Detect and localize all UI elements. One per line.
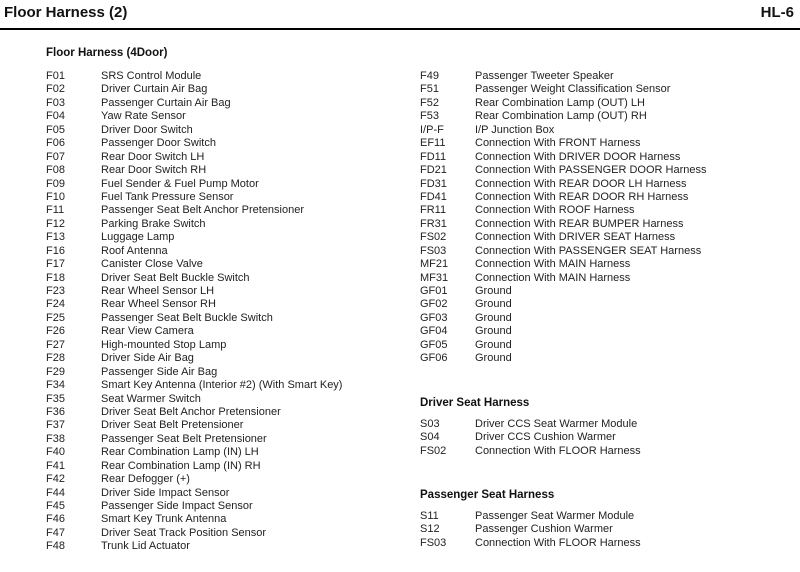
connector-description: Passenger Seat Belt Pretensioner (101, 432, 267, 445)
connector-row (46, 124, 406, 137)
connector-code: F12 (46, 217, 65, 230)
floor-harness-title: Floor Harness (4Door) (46, 47, 168, 59)
connector-description: Passenger Seat Belt Buckle Switch (101, 311, 273, 324)
connector-row (46, 178, 406, 191)
connector-code: FS02 (420, 231, 447, 244)
page-header (0, 0, 800, 30)
connector-description: Canister Close Valve (101, 258, 203, 271)
connector-description: Passenger Side Air Bag (101, 365, 218, 378)
connector-code: F09 (46, 177, 65, 190)
connector-description: Connection With FRONT Harness (475, 137, 641, 150)
connector-description: Fuel Tank Pressure Sensor (101, 190, 234, 203)
connector-description: Rear View Camera (101, 325, 194, 338)
connector-row (46, 191, 406, 204)
passenger-seat-harness-title: Passenger Seat Harness (420, 488, 555, 501)
connector-row (420, 339, 780, 352)
connector-description: Ground (475, 352, 512, 365)
connector-description: Rear Combination Lamp (IN) LH (101, 446, 259, 459)
connector-code: MF21 (420, 258, 449, 271)
driver-seat-harness-title: Driver Seat Harness (420, 396, 530, 409)
connector-code: F45 (46, 500, 65, 512)
connector-row (46, 487, 406, 500)
connector-code: FD21 (420, 164, 447, 177)
connector-code: F16 (46, 244, 65, 257)
connector-row (420, 537, 780, 550)
connector-code: F49 (420, 70, 439, 82)
floor-harness-list-left (46, 70, 406, 554)
connector-row (46, 433, 406, 446)
connector-row (420, 325, 780, 338)
connector-code: FR31 (420, 217, 447, 230)
connector-code: GF05 (420, 338, 448, 351)
connector-code: FS03 (420, 244, 447, 257)
connector-code: F23 (46, 285, 65, 297)
floor-harness-list-right (420, 70, 780, 366)
connector-description: Driver Door Switch (101, 123, 193, 136)
connector-row (420, 245, 780, 258)
connector-description: Fuel Sender & Fuel Pump Motor (101, 177, 259, 190)
connector-row (46, 285, 406, 298)
connector-description: Passenger Weight Classification Sensor (475, 83, 671, 96)
connector-code: GF04 (420, 325, 448, 338)
connector-code: F34 (46, 379, 65, 392)
connector-row (46, 419, 406, 432)
connector-code: GF03 (420, 311, 448, 324)
connector-code: FR11 (420, 204, 447, 217)
connector-description: Parking Brake Switch (101, 217, 206, 230)
connector-row (420, 83, 780, 96)
connector-row (46, 446, 406, 459)
connector-description: Driver Seat Track Position Sensor (101, 526, 267, 539)
connector-code: F47 (46, 526, 65, 539)
connector-row (420, 137, 780, 150)
connector-description: Yaw Rate Sensor (101, 110, 186, 123)
connector-description: I/P Junction Box (475, 123, 555, 136)
connector-row (46, 218, 406, 231)
connector-row (46, 151, 406, 164)
connector-description: Passenger Tweeter Speaker (475, 70, 614, 82)
connector-description: Driver Seat Belt Pretensioner (101, 419, 244, 432)
connector-row (420, 298, 780, 311)
connector-description: Driver CCS Seat Warmer Module (475, 417, 638, 430)
connector-description: Ground (475, 338, 512, 351)
connector-row (420, 258, 780, 271)
connector-code: F05 (46, 123, 65, 136)
connector-code: F52 (420, 96, 439, 109)
connector-row (46, 500, 406, 513)
connector-row (420, 97, 780, 110)
connector-description: Passenger Seat Belt Anchor Pretensioner (101, 204, 305, 217)
connector-description: Passenger Door Switch (101, 137, 216, 150)
connector-description: Connection With MAIN Harness (475, 271, 631, 284)
connector-row (46, 379, 406, 392)
connector-description: Connection With REAR DOOR LH Harness (475, 177, 687, 190)
connector-code: F13 (46, 231, 65, 244)
connector-row (420, 272, 780, 285)
connector-row (46, 164, 406, 177)
connector-code: GF01 (420, 285, 448, 297)
connector-code: F35 (46, 392, 65, 405)
connector-code: F03 (46, 96, 65, 109)
connector-description: Connection With DRIVER SEAT Harness (475, 231, 676, 244)
connector-description: Rear Combination Lamp (OUT) LH (475, 96, 645, 109)
connector-description: Rear Combination Lamp (OUT) RH (475, 110, 647, 123)
connector-row (420, 231, 780, 244)
connector-code: FS03 (420, 536, 447, 549)
connector-code: EF11 (420, 137, 446, 150)
connector-code: F46 (46, 513, 65, 526)
connector-row (420, 312, 780, 325)
connector-row (420, 523, 780, 536)
connector-code: GF02 (420, 298, 448, 311)
connector-code: F48 (46, 540, 65, 553)
connector-row (46, 137, 406, 150)
connector-row (46, 70, 406, 83)
connector-description: Ground (475, 325, 512, 338)
connector-description: Driver Seat Belt Anchor Pretensioner (101, 405, 281, 418)
connector-row (46, 366, 406, 379)
connector-description: Connection With FLOOR Harness (475, 444, 641, 457)
connector-row (46, 298, 406, 311)
connector-description: Ground (475, 285, 512, 297)
connector-row (420, 445, 780, 458)
connector-row (46, 513, 406, 526)
connector-description: Passenger Cushion Warmer (475, 523, 613, 536)
connector-code: F26 (46, 325, 65, 338)
connector-code: FD31 (420, 177, 447, 190)
connector-row (420, 191, 780, 204)
connector-row (46, 325, 406, 338)
connector-description: Rear Door Switch LH (101, 150, 205, 163)
connector-description: SRS Control Module (101, 70, 202, 82)
connector-row (420, 70, 780, 83)
connector-description: Roof Antenna (101, 244, 168, 257)
connector-code: S12 (420, 523, 440, 536)
connector-row (420, 418, 780, 431)
connector-row (420, 204, 780, 217)
connector-code: F53 (420, 110, 439, 123)
connector-code: S04 (420, 431, 440, 444)
connector-description: Connection With MAIN Harness (475, 258, 631, 271)
connector-code: FD11 (420, 150, 447, 163)
connector-description: Rear Wheel Sensor RH (101, 298, 216, 311)
connector-row (420, 218, 780, 231)
connector-code: MF31 (420, 271, 449, 284)
connector-code: F11 (46, 204, 65, 217)
connector-description: Smart Key Trunk Antenna (101, 513, 227, 526)
connector-description: Connection With PASSENGER SEAT Harness (475, 244, 702, 257)
connector-code: F25 (46, 311, 65, 324)
connector-code: S03 (420, 417, 440, 430)
connector-description: Passenger Seat Warmer Module (475, 509, 635, 522)
page-code: HL-6 (760, 4, 794, 21)
connector-description: Luggage Lamp (101, 231, 175, 244)
connector-row (46, 258, 406, 271)
connector-row (46, 245, 406, 258)
connector-row (420, 124, 780, 137)
connector-row (46, 204, 406, 217)
connector-row (46, 540, 406, 553)
connector-description: Ground (475, 298, 512, 311)
connector-row (420, 110, 780, 123)
connector-description: Connection With ROOF Harness (475, 204, 635, 217)
connector-code: F44 (46, 486, 65, 499)
connector-description: Driver Side Air Bag (101, 352, 194, 365)
connector-code: F27 (46, 338, 65, 351)
passenger-seat-harness-list (420, 510, 780, 550)
connector-row (46, 406, 406, 419)
connector-description: Connection With REAR DOOR RH Harness (475, 190, 689, 203)
connector-row (420, 285, 780, 298)
connector-row (420, 151, 780, 164)
connector-description: Rear Door Switch RH (101, 164, 207, 177)
connector-row (46, 110, 406, 123)
connector-code: S11 (420, 509, 439, 522)
connector-description: Driver Seat Belt Buckle Switch (101, 271, 250, 284)
connector-description: Trunk Lid Actuator (101, 540, 190, 553)
connector-code: F37 (46, 419, 65, 432)
connector-code: F29 (46, 365, 65, 378)
connector-code: F40 (46, 446, 65, 459)
connector-row (46, 339, 406, 352)
connector-code: I/P-F (420, 123, 444, 136)
connector-code: F18 (46, 271, 65, 284)
connector-row (46, 352, 406, 365)
connector-description: Smart Key Antenna (Interior #2) (With Smart Key) (101, 379, 343, 392)
right-column (420, 70, 780, 550)
connector-description: Ground (475, 311, 512, 324)
connector-code: F06 (46, 137, 65, 150)
connector-code: F51 (420, 83, 439, 96)
connector-description: Connection With PASSENGER DOOR Harness (475, 164, 707, 177)
connector-code: FD41 (420, 190, 447, 203)
connector-code: F38 (46, 432, 65, 445)
connector-code: F08 (46, 164, 65, 177)
connector-row (46, 527, 406, 540)
connector-description: Driver CCS Cushion Warmer (475, 431, 616, 444)
connector-description: Driver Side Impact Sensor (101, 486, 230, 499)
connector-code: F01 (46, 70, 65, 82)
connector-description: Rear Wheel Sensor LH (101, 285, 215, 297)
connector-description: Rear Combination Lamp (IN) RH (101, 459, 261, 472)
page-title: Floor Harness (2) (4, 4, 128, 21)
connector-code: F17 (46, 258, 65, 271)
connector-row (46, 97, 406, 110)
connector-row (46, 312, 406, 325)
connector-description: Connection With REAR BUMPER Harness (475, 217, 684, 230)
connector-description: Connection With FLOOR Harness (475, 536, 641, 549)
connector-row (420, 164, 780, 177)
driver-seat-harness-list (420, 418, 780, 458)
connector-row (420, 431, 780, 444)
connector-description: High-mounted Stop Lamp (101, 338, 227, 351)
connector-description: Rear Defogger (+) (101, 473, 190, 486)
left-column (46, 44, 406, 554)
connector-description: Passenger Curtain Air Bag (101, 96, 231, 109)
connector-code: F07 (46, 150, 65, 163)
connector-code: F10 (46, 190, 65, 203)
connector-row (420, 510, 780, 523)
connector-row (46, 231, 406, 244)
connector-description: Passenger Side Impact Sensor (101, 500, 253, 512)
connector-row (420, 352, 780, 365)
connector-description: Connection With DRIVER DOOR Harness (475, 150, 681, 163)
connector-description: Seat Warmer Switch (101, 392, 201, 405)
connector-row (46, 473, 406, 486)
connector-row (46, 272, 406, 285)
connector-code: FS02 (420, 444, 447, 457)
connector-description: Driver Curtain Air Bag (101, 83, 208, 96)
connector-row (420, 178, 780, 191)
connector-code: F28 (46, 352, 65, 365)
connector-code: F42 (46, 473, 65, 486)
connector-code: F24 (46, 298, 65, 311)
connector-row (46, 460, 406, 473)
connector-code: F36 (46, 405, 65, 418)
connector-row (46, 83, 406, 96)
connector-code: F41 (46, 459, 65, 472)
connector-code: GF06 (420, 352, 448, 365)
connector-code: F04 (46, 110, 65, 123)
connector-code: F02 (46, 83, 65, 96)
connector-row (46, 393, 406, 406)
